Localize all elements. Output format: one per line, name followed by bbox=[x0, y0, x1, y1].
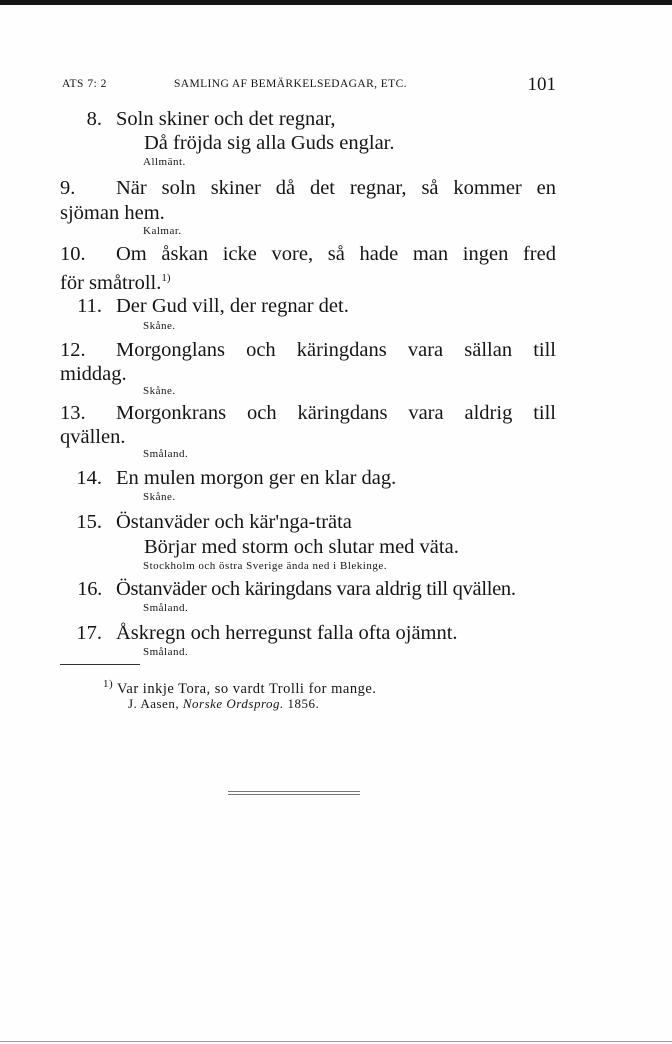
footnote-divider bbox=[60, 664, 140, 665]
proverb-9: 9. När soln skiner då det regnar, så kommer en bbox=[60, 177, 556, 199]
proverb-13-line2: qvällen. bbox=[60, 426, 126, 448]
footnote bbox=[103, 678, 376, 698]
source-label: Småland. bbox=[143, 646, 189, 658]
citation-title: Norske Ordsprog. bbox=[182, 696, 284, 711]
source-label: Skåne. bbox=[143, 320, 176, 332]
proverb-14: 14. En mulen morgon ger en klar dag. bbox=[76, 467, 397, 489]
proverb-10: 10. Om åskan icke vore, så hade man ingen fred bbox=[60, 243, 556, 265]
source-label: Allmänt. bbox=[143, 156, 186, 168]
top-border bbox=[0, 0, 672, 5]
source-label: Skåne. bbox=[143, 385, 176, 397]
proverb-17: 17. Åskregn och herregunst falla ofta ojämnt. bbox=[76, 622, 458, 644]
source-label: Kalmar. bbox=[143, 225, 182, 237]
source-label: Småland. bbox=[143, 602, 189, 614]
proverb-8-line2: Då fröjda sig alla Guds englar. bbox=[144, 132, 395, 154]
running-title: SAMLING AF BEMÄRKELSEDAGAR, ETC. bbox=[174, 78, 407, 90]
running-header bbox=[62, 74, 556, 94]
bottom-edge bbox=[0, 1041, 672, 1042]
footnote-reference: 1) bbox=[161, 272, 171, 284]
citation-year: 1856. bbox=[287, 696, 320, 711]
source-label: Skåne. bbox=[143, 491, 176, 503]
proverb-12-line2: middag. bbox=[60, 363, 127, 385]
section-end-ornament bbox=[228, 791, 360, 797]
journal-reference: ATS 7: 2 bbox=[62, 78, 107, 90]
proverb-10-line2: för småtroll.$^{1)}$ bbox=[60, 271, 171, 294]
proverb-16: 16. Östanväder och käringdans vara aldrig till qvällen. bbox=[77, 578, 516, 600]
proverb-13: 13. Morgonkrans och käringdans vara aldrig till bbox=[60, 402, 556, 424]
proverb-9-line2: sjöman hem. bbox=[60, 202, 165, 224]
footnote-mark: 1) bbox=[103, 678, 114, 690]
source-label: Småland. bbox=[143, 448, 189, 460]
proverb-11: 11. Der Gud vill, der regnar det. bbox=[77, 295, 349, 317]
footnote-text: Var inkje Tora, so vardt Trolli for mange. bbox=[117, 680, 377, 697]
page-number: 101 bbox=[527, 74, 556, 95]
proverb-15-line2: Börjar med storm och slutar med väta. bbox=[144, 536, 459, 558]
footnote-citation bbox=[128, 696, 319, 712]
source-label: Stockholm och östra Sverige ända ned i Blekinge. bbox=[143, 560, 387, 572]
citation-author: J. Aasen, bbox=[128, 696, 180, 711]
proverb-8: 8. Soln skiner och det regnar, bbox=[86, 108, 336, 130]
proverb-12: 12. Morgonglans och käringdans vara sällan till bbox=[60, 339, 556, 361]
proverb-15: 15. Östanväder och kär'nga-träta bbox=[76, 511, 352, 533]
